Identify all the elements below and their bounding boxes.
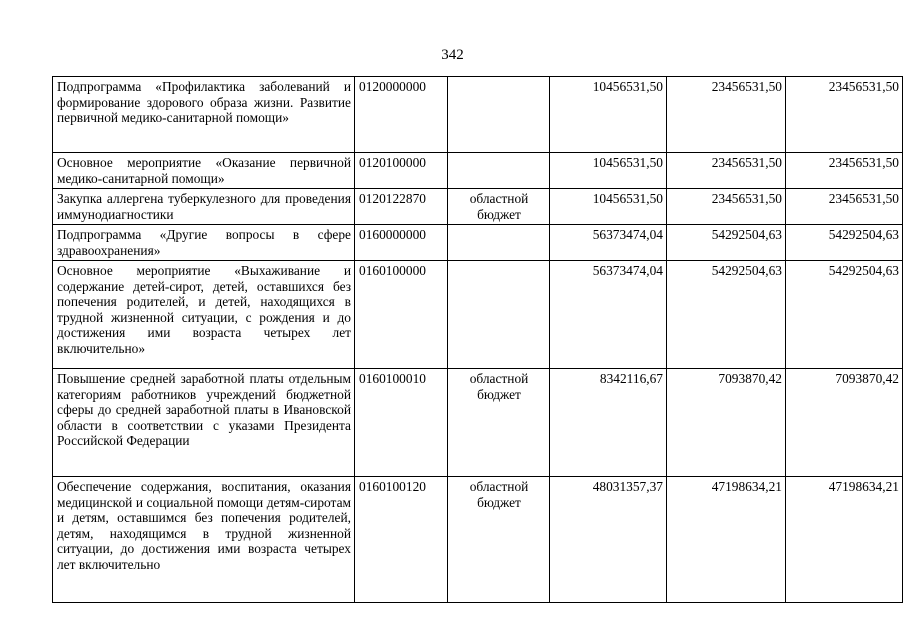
row-name: Повышение средней заработной платы отдельным категориям работников учреждений бюджетной сферы до средней заработной платы в Ивановской области в соответствии с указами Президента Российской Федерации [53,369,355,477]
row-name: Основное мероприятие «Выхаживание и содержание детей-сирот, детей, оставшихся без попечения родителей, и детей, находящихся в трудной жизненной ситуации, с рождения и до достижения ими возраста четырех лет включительно» [53,261,355,369]
row-code: 0160100120 [355,477,448,603]
row-code: 0120100000 [355,153,448,189]
row-source: областной бюджет [448,477,550,603]
row-source [448,153,550,189]
row-code: 0120000000 [355,77,448,153]
table-row [53,189,903,225]
row-value-3: 7093870,42 [786,369,903,477]
row-value-3: 54292504,63 [786,225,903,261]
row-name: Подпрограмма «Другие вопросы в сфере здравоохранения» [53,225,355,261]
row-name: Основное мероприятие «Оказание первичной медико-санитарной помощи» [53,153,355,189]
row-value-2: 54292504,63 [667,225,786,261]
row-value-1: 10456531,50 [550,153,667,189]
row-value-1: 10456531,50 [550,189,667,225]
row-value-2: 54292504,63 [667,261,786,369]
row-source [448,77,550,153]
row-code: 0160000000 [355,225,448,261]
row-source: областной бюджет [448,369,550,477]
row-value-3: 47198634,21 [786,477,903,603]
row-code: 0160100010 [355,369,448,477]
row-value-2: 23456531,50 [667,189,786,225]
row-value-3: 23456531,50 [786,77,903,153]
row-source: областной бюджет [448,189,550,225]
row-value-3: 54292504,63 [786,261,903,369]
table-row [53,77,903,153]
row-source [448,261,550,369]
row-value-1: 8342116,67 [550,369,667,477]
row-value-2: 23456531,50 [667,77,786,153]
table-row [53,153,903,189]
row-code: 0160100000 [355,261,448,369]
row-value-3: 23456531,50 [786,153,903,189]
table-row [53,477,903,603]
row-value-2: 7093870,42 [667,369,786,477]
page-number: 342 [441,47,464,63]
row-name: Подпрограмма «Профилактика заболеваний и формирование здорового образа жизни. Развитие первичной медико-санитарной помощи» [53,77,355,153]
row-value-2: 23456531,50 [667,153,786,189]
budget-table [52,76,903,603]
row-name: Обеспечение содержания, воспитания, оказания медицинской и социальной помощи детям-сиротам и детям, оставшимся без попечения родителей, детям, находящимся в трудной жизненной ситуации, до достижения ими возраста четырех лет включительно [53,477,355,603]
row-source [448,225,550,261]
row-value-3: 23456531,50 [786,189,903,225]
table-row [53,225,903,261]
table-row [53,261,903,369]
row-value-2: 47198634,21 [667,477,786,603]
row-value-1: 48031357,37 [550,477,667,603]
row-code: 0120122870 [355,189,448,225]
row-name: Закупка аллергена туберкулезного для проведения иммунодиагностики [53,189,355,225]
row-value-1: 56373474,04 [550,261,667,369]
row-value-1: 56373474,04 [550,225,667,261]
table-row [53,369,903,477]
row-value-1: 10456531,50 [550,77,667,153]
